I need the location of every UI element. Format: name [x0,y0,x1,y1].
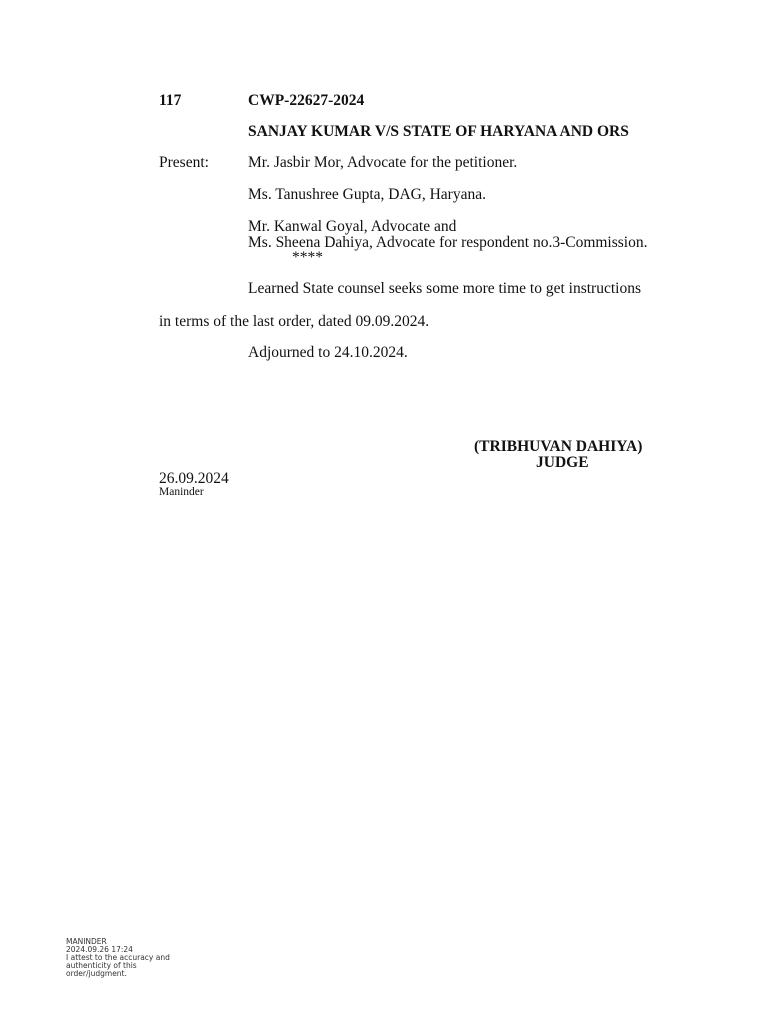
separator-stars: **** [292,249,323,266]
present-label: Present: [159,154,209,171]
case-title: SANJAY KUMAR V/S STATE OF HARYANA AND ORS [248,123,629,140]
signature-line: I attest to the accuracy and [66,953,170,962]
order-date: 26.09.2024 [159,470,229,487]
adjournment-text: Adjourned to 24.10.2024. [248,344,408,361]
case-number: CWP-22627-2024 [248,92,365,109]
appearance-line: Mr. Kanwal Goyal, Advocate and [248,218,457,235]
signature-line: 2024.09.26 17:24 [66,945,133,954]
serial-number: 117 [159,92,182,109]
judge-title: JUDGE [536,454,589,471]
signature-line: authenticity of this [66,961,137,970]
signature-line: MANINDER [66,937,107,946]
order-text-line: Learned State counsel seeks some more time to get instructions [248,280,641,297]
appearance-line: Mr. Jasbir Mor, Advocate for the petitioner. [248,154,518,171]
clerk-name: Maninder [159,486,204,498]
signature-line: order/judgment. [66,969,127,978]
appearance-line: Ms. Sheena Dahiya, Advocate for respondent no.3-Commission. [248,234,648,251]
judge-name: (TRIBHUVAN DAHIYA) [474,438,643,455]
appearance-line: Ms. Tanushree Gupta, DAG, Haryana. [248,186,486,203]
digital-signature-stamp [66,938,170,978]
order-text-line: in terms of the last order, dated 09.09.2024. [159,313,430,330]
